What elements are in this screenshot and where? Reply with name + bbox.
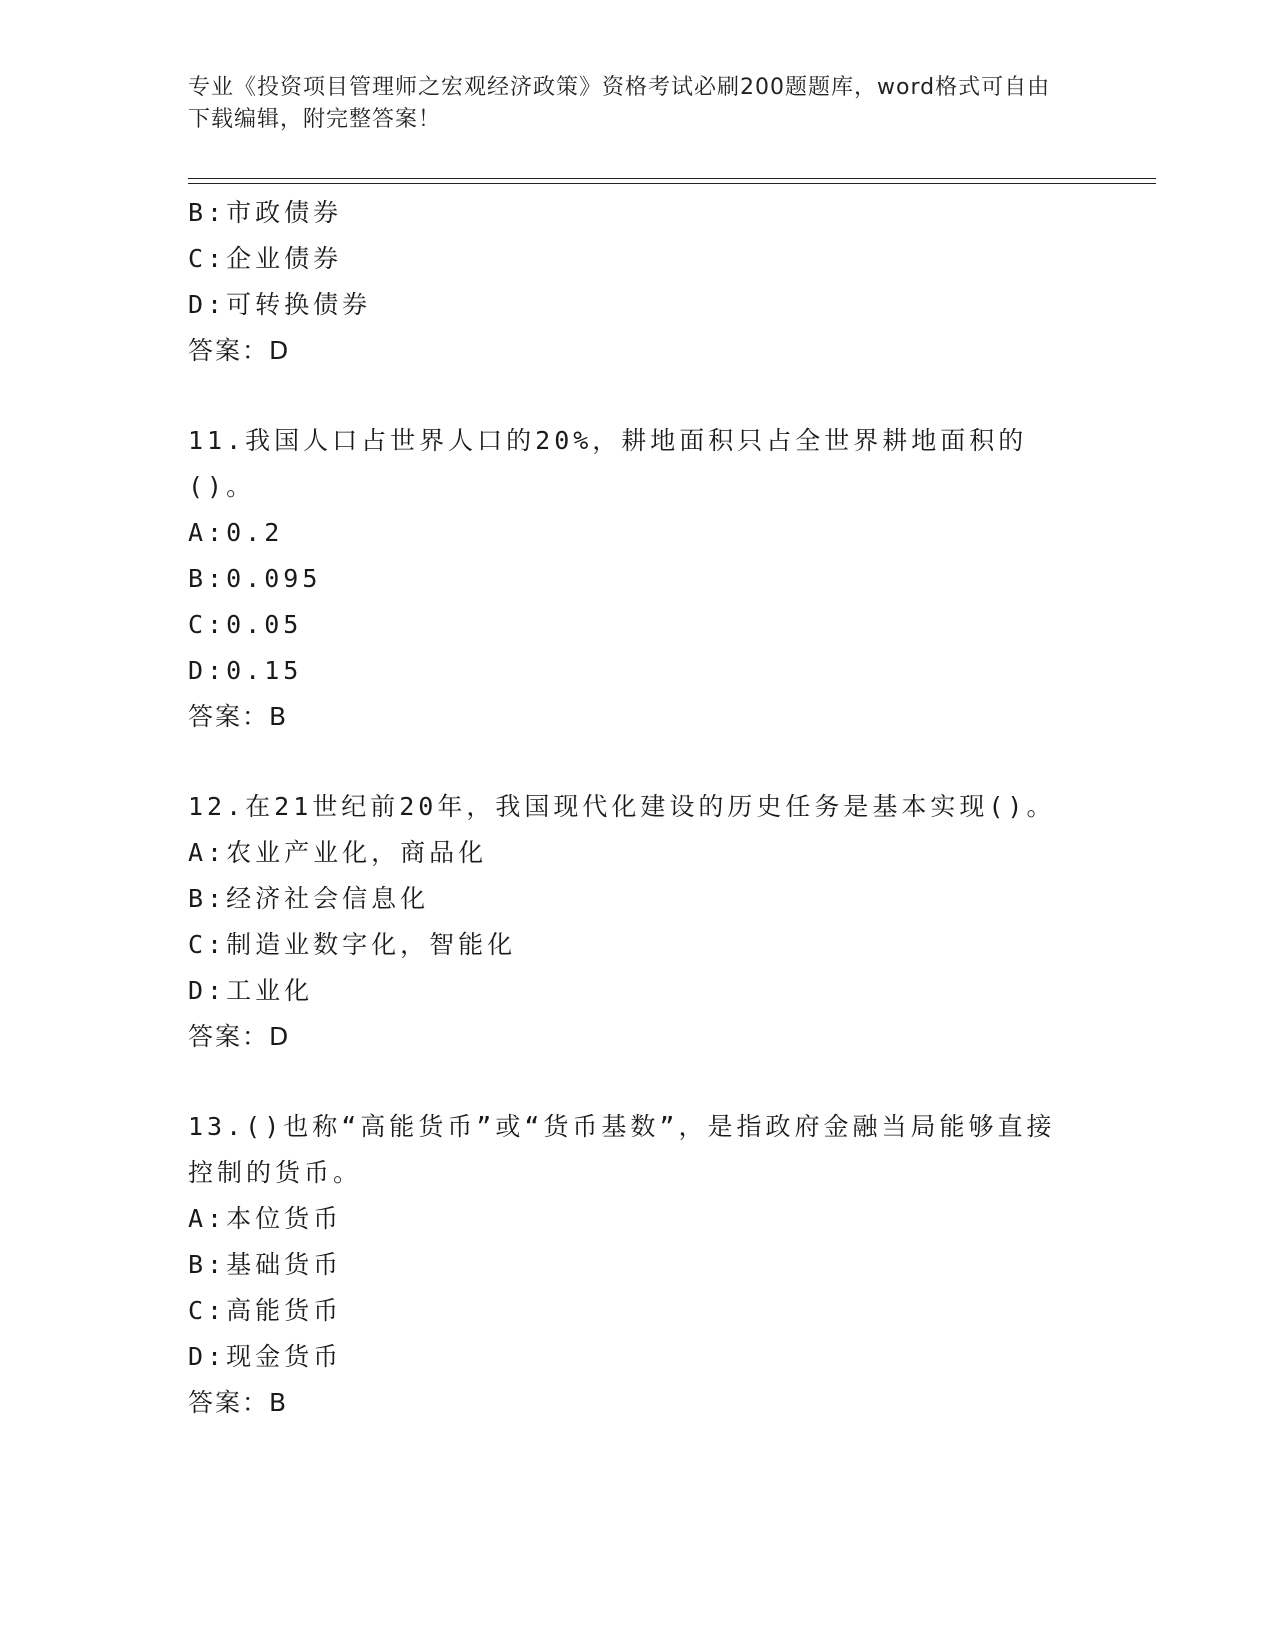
option-letter: D: bbox=[188, 976, 227, 1005]
option-letter: D: bbox=[188, 1342, 227, 1371]
option-letter: D: bbox=[188, 656, 227, 685]
option-item bbox=[188, 1242, 1088, 1288]
option-text: 经济社会信息化 bbox=[226, 884, 430, 913]
header-divider-bottom bbox=[188, 183, 1156, 184]
option-item bbox=[188, 922, 1088, 968]
header-divider-top bbox=[188, 178, 1156, 179]
option-item bbox=[188, 282, 1088, 328]
option-letter: C: bbox=[188, 610, 227, 639]
option-text: 0.05 bbox=[226, 610, 303, 639]
option-text: 基础货币 bbox=[226, 1250, 343, 1279]
question-stem: 12.在21世纪前20年，我国现代化建设的历史任务是基本实现()。 bbox=[188, 792, 1056, 821]
option-item bbox=[188, 1196, 1088, 1242]
answer-line: 答案：B bbox=[188, 1388, 289, 1417]
option-item bbox=[188, 876, 1088, 922]
answer-line: 答案：D bbox=[188, 1022, 291, 1051]
option-item bbox=[188, 1334, 1088, 1380]
option-item bbox=[188, 830, 1088, 876]
option-text: 0.095 bbox=[226, 564, 322, 593]
partial-question bbox=[188, 190, 1088, 374]
option-item bbox=[188, 648, 1088, 694]
question-block bbox=[188, 784, 1088, 1060]
option-text: 0.15 bbox=[226, 656, 303, 685]
option-item bbox=[188, 190, 1088, 236]
option-letter: C: bbox=[188, 244, 227, 273]
option-letter: B: bbox=[188, 1250, 227, 1279]
option-letter: C: bbox=[188, 930, 227, 959]
option-item bbox=[188, 236, 1088, 282]
option-letter: B: bbox=[188, 198, 227, 227]
option-item bbox=[188, 602, 1088, 648]
answer-line: 答案：B bbox=[188, 702, 289, 731]
document-header: 专业《投资项目管理师之宏观经济政策》资格考试必刷200题题库，word格式可自由下载编辑，附完整答案！ bbox=[188, 75, 1051, 132]
option-text: 企业债券 bbox=[226, 244, 343, 273]
option-item bbox=[188, 510, 1088, 556]
option-text: 现金货币 bbox=[226, 1342, 343, 1371]
option-letter: A: bbox=[188, 1204, 227, 1233]
option-item bbox=[188, 556, 1088, 602]
option-letter: B: bbox=[188, 564, 227, 593]
option-letter: A: bbox=[188, 518, 227, 547]
option-letter: C: bbox=[188, 1296, 227, 1325]
option-letter: A: bbox=[188, 838, 227, 867]
question-stem: 13.()也称“高能货币”或“货币基数”，是指政府金融当局能够直接控制的货币。 bbox=[188, 1112, 1056, 1187]
option-text: 市政债券 bbox=[226, 198, 343, 227]
option-text: 工业化 bbox=[226, 976, 314, 1005]
option-text: 农业产业化，商品化 bbox=[226, 838, 488, 867]
answer-line: 答案：D bbox=[188, 336, 291, 365]
question-stem: 11.我国人口占世界人口的20%，耕地面积只占全世界耕地面积的()。 bbox=[188, 426, 1028, 501]
option-text: 高能货币 bbox=[226, 1296, 343, 1325]
question-block bbox=[188, 418, 1088, 740]
option-text: 0.2 bbox=[226, 518, 284, 547]
option-letter: B: bbox=[188, 884, 227, 913]
option-item bbox=[188, 968, 1088, 1014]
question-block bbox=[188, 1104, 1088, 1426]
option-item bbox=[188, 1288, 1088, 1334]
option-text: 本位货币 bbox=[226, 1204, 343, 1233]
option-letter: D: bbox=[188, 290, 227, 319]
question-content bbox=[188, 190, 1088, 1426]
option-text: 制造业数字化，智能化 bbox=[226, 930, 517, 959]
option-text: 可转换债券 bbox=[226, 290, 372, 319]
